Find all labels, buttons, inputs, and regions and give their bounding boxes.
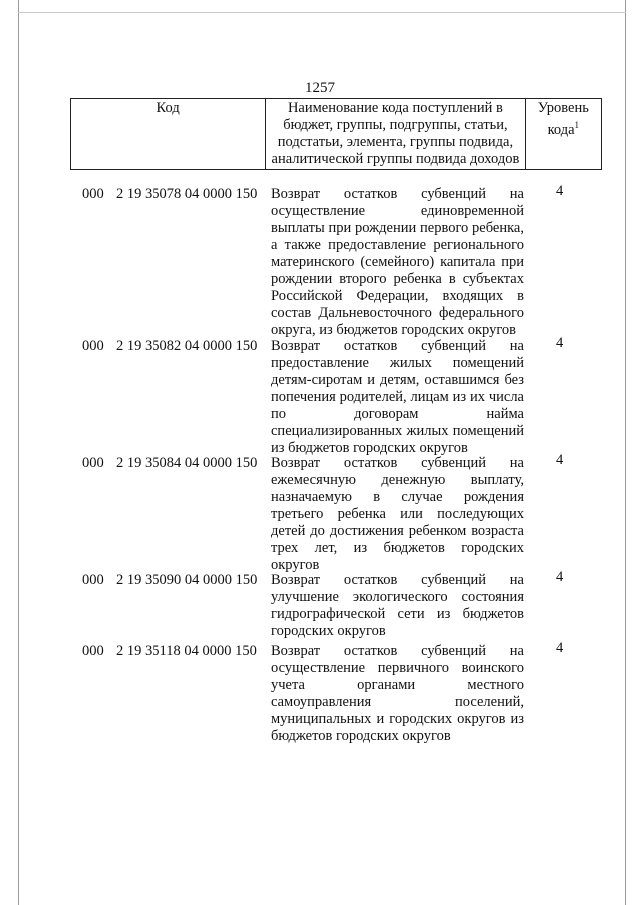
table-row — [0, 452, 640, 573]
header-level-footnote: 1 — [574, 120, 580, 130]
revenue-code: 2 19 35084 04 0000 150 — [116, 455, 258, 471]
revenue-code: 2 19 35082 04 0000 150 — [116, 338, 258, 354]
admin-code: 000 — [82, 643, 104, 659]
revenue-name: Возврат остатков субвенций на ежемесячную денежную выплату, назначаемую в случае рождения третьего ребенка или последующих детей до достижения ребенком возраста трех лет, из бюджетов городских округов — [271, 455, 524, 573]
admin-code: 000 — [82, 572, 104, 588]
code-level: 4 — [556, 183, 564, 199]
table-row — [0, 640, 640, 753]
header-level: Уровень кода — [537, 100, 589, 138]
table-header — [70, 98, 602, 170]
revenue-code: 2 19 35090 04 0000 150 — [116, 572, 258, 588]
code-level: 4 — [556, 640, 564, 656]
code-level: 4 — [556, 452, 564, 468]
header-code: Код — [71, 99, 266, 170]
admin-code: 000 — [82, 186, 104, 202]
code-level: 4 — [556, 569, 564, 585]
revenue-name: Возврат остатков субвенций на осуществление первичного воинского учета органами местного самоуправления поселений, муниципальных и городских округов из бюджетов городских округов — [271, 643, 524, 744]
page-edge-top — [18, 12, 626, 13]
revenue-name: Возврат остатков субвенций на улучшение экологического состояния гидрографической сети из бюджетов городских округов — [271, 572, 524, 639]
table-row — [0, 183, 640, 338]
admin-code: 000 — [82, 455, 104, 471]
revenue-code: 2 19 35118 04 0000 150 — [116, 643, 257, 659]
table-body — [0, 183, 640, 753]
admin-code: 000 — [82, 338, 104, 354]
header-name: Наименование кода поступлений в бюджет, группы, подгруппы, статьи, подстатьи, элемента, группы подвида, аналитической группы подвида доходов — [266, 99, 525, 170]
table-row — [0, 335, 640, 456]
page-number: 1257 — [305, 80, 335, 96]
revenue-code: 2 19 35078 04 0000 150 — [116, 186, 258, 202]
revenue-name: Возврат остатков субвенций на осуществление единовременной выплаты при рождении первого ребенка, а также предоставление регионального материнского (семейного) капитала при рождении второго ребенка в субъектах Российской Федерации, входящих в состав Дальневосточного федерального округа, из бюджетов городских округов — [271, 186, 524, 338]
code-level: 4 — [556, 335, 564, 351]
revenue-name: Возврат остатков субвенций на предоставление жилых помещений детям-сиротам и детям, оставшимся без попечения родителей, лицам из их числа по договорам найма специализированных жилых помещений из бюджетов городских округов — [271, 338, 524, 456]
header-level-cell — [525, 99, 601, 170]
table-row — [0, 569, 640, 643]
